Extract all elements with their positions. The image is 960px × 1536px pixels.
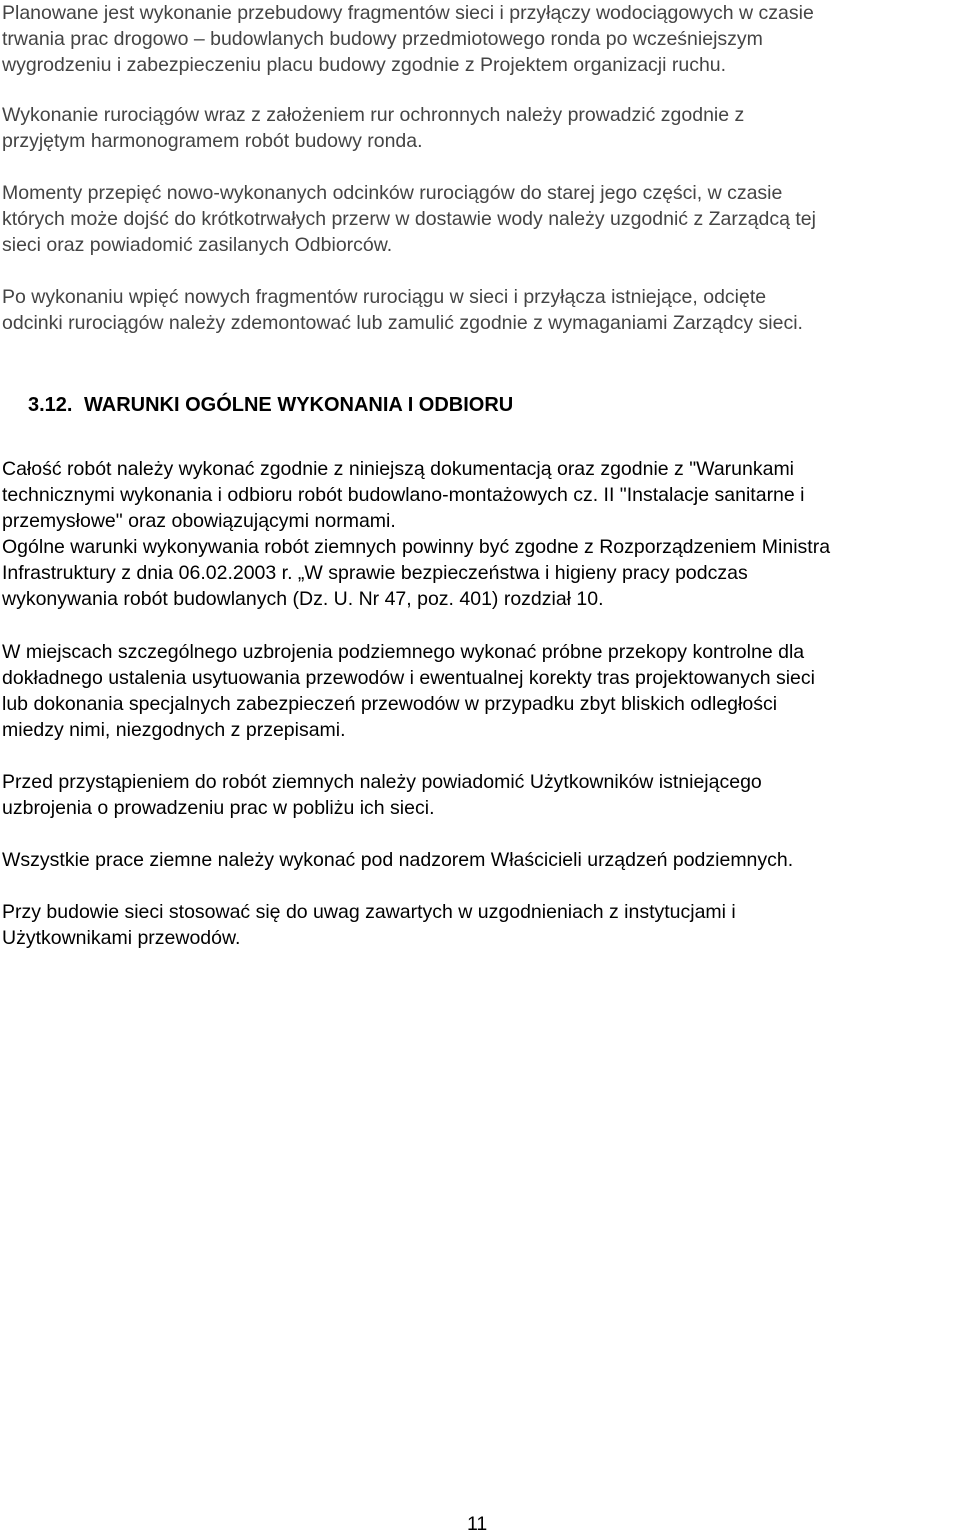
section-title: WARUNKI OGÓLNE WYKONANIA I ODBIORU xyxy=(84,394,514,416)
text-line: miedzy nimi, niezgodnych z przepisami. xyxy=(2,719,346,741)
text-line: dokładnego ustalenia usytuowania przewodów i ewentualnej korekty tras projektowanych sieci xyxy=(2,667,815,689)
text-line: Po wykonaniu wpięć nowych fragmentów rurociągu w sieci i przyłącza istniejące, odcięte xyxy=(2,286,767,308)
paragraph-8 xyxy=(2,847,952,873)
text-line: Wykonanie rurociągów wraz z założeniem rur ochronnych należy prowadzić zgodnie z xyxy=(2,104,745,126)
text-line: przemysłowe" oraz obowiązującymi normami. xyxy=(2,510,396,532)
text-line: odcinki rurociągów należy zdemontować lub zamulić zgodnie z wymaganiami Zarządcy sieci. xyxy=(2,312,803,334)
text-line: Użytkownikami przewodów. xyxy=(2,927,241,949)
text-line: Momenty przepięć nowo-wykonanych odcinków rurociągów do starej jego części, w czasie xyxy=(2,182,783,204)
text-line: uzbrojenia o prowadzeniu prac w pobliżu ich sieci. xyxy=(2,797,435,819)
text-line: lub dokonania specjalnych zabezpieczeń przewodów w przypadku zbyt bliskich odległości xyxy=(2,693,778,715)
text-line: W miejscach szczególnego uzbrojenia podziemnego wykonać próbne przekopy kontrolne dla xyxy=(2,641,805,663)
text-line: wygrodzeniu i zabezpieczeniu placu budowy zgodnie z Projektem organizacji ruchu. xyxy=(2,54,727,76)
paragraph-3 xyxy=(2,180,952,258)
text-line: których może dojść do krótkotrwałych przerw w dostawie wody należy uzgodnić z Zarządcą tej xyxy=(2,208,816,230)
text-line: Przed przystąpieniem do robót ziemnych należy powiadomić Użytkowników istniejącego xyxy=(2,771,762,793)
text-line: technicznymi wykonania i odbioru robót budowlano-montażowych cz. II "Instalacje sanitarne i xyxy=(2,484,805,506)
paragraph-6 xyxy=(2,639,952,743)
paragraph-7 xyxy=(2,769,952,821)
text-line: Przy budowie sieci stosować się do uwag zawartych w uzgodnieniach z instytucjami i xyxy=(2,901,736,923)
paragraph-2 xyxy=(2,102,952,154)
text-line: Wszystkie prace ziemne należy wykonać pod nadzorem Właścicieli urządzeń podziemnych. xyxy=(2,849,794,871)
text-line: trwania prac drogowo – budowlanych budowy przedmiotowego ronda po wcześniejszym xyxy=(2,28,763,50)
text-line: Ogólne warunki wykonywania robót ziemnych powinny być zgodne z Rozporządzeniem Ministra xyxy=(2,536,831,558)
text-line: przyjętym harmonogramem robót budowy ronda. xyxy=(2,130,423,152)
text-line: sieci oraz powiadomić zasilanych Odbiorców. xyxy=(2,234,393,256)
text-line: wykonywania robót budowlanych (Dz. U. Nr 47, poz. 401) rozdział 10. xyxy=(2,588,604,610)
text-line: Infrastruktury z dnia 06.02.2003 r. „W sprawie bezpieczeństwa i higieny pracy podczas xyxy=(2,562,748,584)
paragraph-5 xyxy=(2,456,952,612)
page-number: 11 xyxy=(467,1513,488,1535)
paragraph-1 xyxy=(2,0,952,78)
paragraph-4 xyxy=(2,284,952,336)
text-line: Całość robót należy wykonać zgodnie z niniejszą dokumentacją oraz zgodnie z "Warunkami xyxy=(2,458,795,480)
text-line: Planowane jest wykonanie przebudowy fragmentów sieci i przyłączy wodociągowych w czasie xyxy=(2,2,814,24)
paragraph-9 xyxy=(2,899,952,951)
